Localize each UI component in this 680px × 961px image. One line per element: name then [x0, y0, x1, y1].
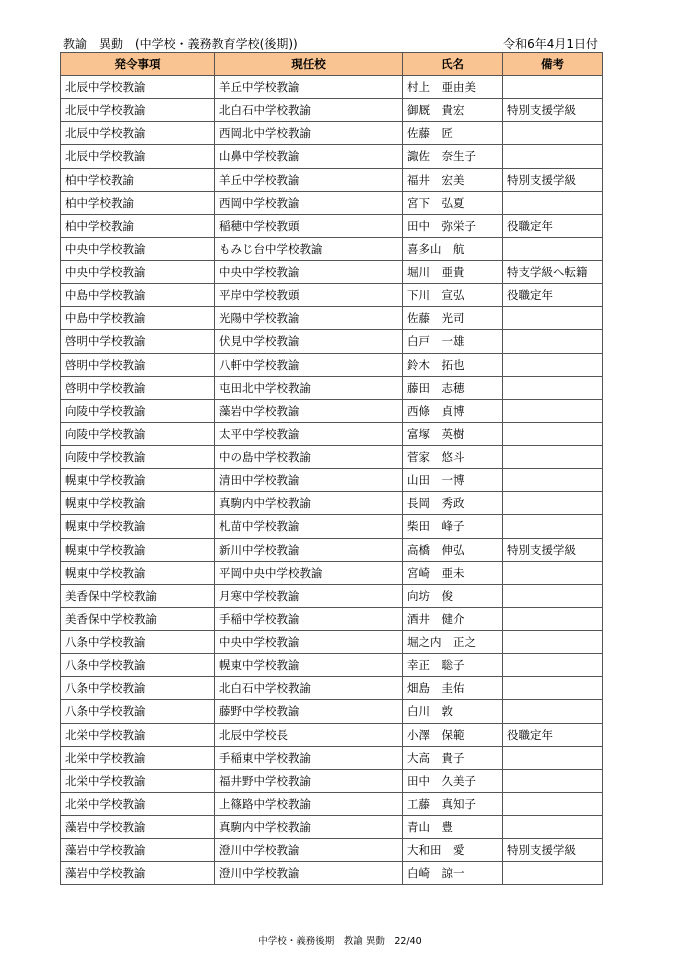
table-row [61, 99, 603, 122]
current-school-cell: 幌東中学校教諭 [215, 654, 403, 677]
appointment-cell: 中央中学校教諭 [61, 237, 215, 260]
current-school-cell: 札苗中学校教諭 [215, 515, 403, 538]
remarks-cell [503, 145, 603, 168]
appointment-cell: 中島中学校教諭 [61, 307, 215, 330]
name-cell: 御厩 貴宏 [403, 99, 503, 122]
current-school-cell: 平岸中学校教頭 [215, 284, 403, 307]
name-cell: 小澤 保範 [403, 723, 503, 746]
remarks-cell [503, 76, 603, 99]
current-school-cell: 中央中学校教諭 [215, 261, 403, 284]
remarks-cell [503, 746, 603, 769]
appointment-cell: 美香保中学校教諭 [61, 584, 215, 607]
current-school-cell: 澄川中学校教諭 [215, 839, 403, 862]
table-row [61, 538, 603, 561]
appointment-cell: 北栄中学校教諭 [61, 723, 215, 746]
name-cell: 宮下 弘夏 [403, 191, 503, 214]
table-row [61, 816, 603, 839]
table-row [61, 515, 603, 538]
current-school-cell: 北白石中学校教諭 [215, 677, 403, 700]
appointment-cell: 北辰中学校教諭 [61, 99, 215, 122]
current-school-cell: 北辰中学校長 [215, 723, 403, 746]
table-row [61, 492, 603, 515]
remarks-cell: 特別支援学級 [503, 99, 603, 122]
name-cell: 酒井 健介 [403, 607, 503, 630]
transfer-table [60, 52, 603, 885]
remarks-cell [503, 677, 603, 700]
table-row [61, 145, 603, 168]
remarks-cell [503, 654, 603, 677]
current-school-cell: 藤野中学校教諭 [215, 700, 403, 723]
current-school-cell: もみじ台中学校教諭 [215, 237, 403, 260]
appointment-cell: 八条中学校教諭 [61, 631, 215, 654]
name-cell: 諏佐 奈生子 [403, 145, 503, 168]
table-row [61, 677, 603, 700]
name-cell: 工藤 真知子 [403, 792, 503, 815]
table-row [61, 237, 603, 260]
remarks-cell [503, 399, 603, 422]
name-cell: 菅家 悠斗 [403, 446, 503, 469]
table-row [61, 700, 603, 723]
remarks-cell: 特別支援学級 [503, 839, 603, 862]
remarks-cell: 役職定年 [503, 284, 603, 307]
remarks-cell [503, 769, 603, 792]
remarks-cell [503, 561, 603, 584]
table-row [61, 654, 603, 677]
name-cell: 福井 宏美 [403, 168, 503, 191]
table-row [61, 330, 603, 353]
appointment-cell: 八条中学校教諭 [61, 700, 215, 723]
remarks-cell: 特別支援学級 [503, 538, 603, 561]
remarks-cell [503, 792, 603, 815]
remarks-cell [503, 469, 603, 492]
table-row [61, 607, 603, 630]
current-school-cell: 中の島中学校教諭 [215, 446, 403, 469]
current-school-cell: 羊丘中学校教諭 [215, 76, 403, 99]
name-cell: 富塚 英樹 [403, 422, 503, 445]
column-header-appointment: 発令事項 [61, 53, 215, 76]
remarks-cell [503, 515, 603, 538]
appointment-cell: 八条中学校教諭 [61, 654, 215, 677]
remarks-cell [503, 307, 603, 330]
remarks-cell [503, 862, 603, 885]
current-school-cell: 伏見中学校教諭 [215, 330, 403, 353]
table-row [61, 469, 603, 492]
table-row [61, 122, 603, 145]
table-row [61, 168, 603, 191]
table-row [61, 631, 603, 654]
current-school-cell: 稲穂中学校教頭 [215, 214, 403, 237]
name-cell: 高橋 伸弘 [403, 538, 503, 561]
name-cell: 宮崎 亜未 [403, 561, 503, 584]
appointment-cell: 中島中学校教諭 [61, 284, 215, 307]
name-cell: 堀之内 正之 [403, 631, 503, 654]
name-cell: 白崎 諒一 [403, 862, 503, 885]
name-cell: 青山 豊 [403, 816, 503, 839]
appointment-cell: 北辰中学校教諭 [61, 145, 215, 168]
table-row [61, 376, 603, 399]
name-cell: 大高 貴子 [403, 746, 503, 769]
name-cell: 山田 一博 [403, 469, 503, 492]
remarks-cell: 役職定年 [503, 723, 603, 746]
current-school-cell: 真駒内中学校教諭 [215, 492, 403, 515]
remarks-cell [503, 816, 603, 839]
table-row [61, 353, 603, 376]
current-school-cell: 中央中学校教諭 [215, 631, 403, 654]
table-row [61, 214, 603, 237]
appointment-cell: 幌東中学校教諭 [61, 538, 215, 561]
name-cell: 柴田 峰子 [403, 515, 503, 538]
column-header-name: 氏名 [403, 53, 503, 76]
appointment-cell: 幌東中学校教諭 [61, 492, 215, 515]
appointment-cell: 北栄中学校教諭 [61, 746, 215, 769]
table-row [61, 584, 603, 607]
current-school-cell: 福井野中学校教諭 [215, 769, 403, 792]
appointment-cell: 柏中学校教諭 [61, 191, 215, 214]
appointment-cell: 幌東中学校教諭 [61, 469, 215, 492]
remarks-cell [503, 376, 603, 399]
table-row [61, 792, 603, 815]
current-school-cell: 手稲中学校教諭 [215, 607, 403, 630]
appointment-cell: 柏中学校教諭 [61, 168, 215, 191]
appointment-cell: 啓明中学校教諭 [61, 330, 215, 353]
name-cell: 大和田 愛 [403, 839, 503, 862]
current-school-cell: 澄川中学校教諭 [215, 862, 403, 885]
current-school-cell: 北白石中学校教諭 [215, 99, 403, 122]
table-body [61, 76, 603, 885]
appointment-cell: 北栄中学校教諭 [61, 769, 215, 792]
appointment-cell: 北辰中学校教諭 [61, 122, 215, 145]
current-school-cell: 光陽中学校教諭 [215, 307, 403, 330]
name-cell: 佐藤 光司 [403, 307, 503, 330]
current-school-cell: 太平中学校教諭 [215, 422, 403, 445]
name-cell: 喜多山 航 [403, 237, 503, 260]
table-row [61, 723, 603, 746]
table-row [61, 422, 603, 445]
remarks-cell [503, 446, 603, 469]
remarks-cell [503, 700, 603, 723]
remarks-cell: 特支学級へ転籍 [503, 261, 603, 284]
current-school-cell: 月寒中学校教諭 [215, 584, 403, 607]
remarks-cell [503, 330, 603, 353]
name-cell: 白戸 一雄 [403, 330, 503, 353]
appointment-cell: 藻岩中学校教諭 [61, 862, 215, 885]
name-cell: 下川 宣弘 [403, 284, 503, 307]
table-row [61, 191, 603, 214]
table-row [61, 769, 603, 792]
current-school-cell: 手稲東中学校教諭 [215, 746, 403, 769]
table-row [61, 399, 603, 422]
table-row [61, 862, 603, 885]
current-school-cell: 新川中学校教諭 [215, 538, 403, 561]
name-cell: 藤田 志穂 [403, 376, 503, 399]
remarks-cell [503, 122, 603, 145]
appointment-cell: 向陵中学校教諭 [61, 422, 215, 445]
name-cell: 畑島 圭佑 [403, 677, 503, 700]
table-row [61, 307, 603, 330]
name-cell: 村上 亜由美 [403, 76, 503, 99]
appointment-cell: 北栄中学校教諭 [61, 792, 215, 815]
name-cell: 佐藤 匠 [403, 122, 503, 145]
remarks-cell [503, 584, 603, 607]
remarks-cell [503, 237, 603, 260]
document-title: 教諭 異動 (中学校・義務教育学校(後期)) [63, 37, 298, 51]
remarks-cell [503, 631, 603, 654]
appointment-cell: 柏中学校教諭 [61, 214, 215, 237]
current-school-cell: 西岡中学校教諭 [215, 191, 403, 214]
page-footer: 中学校・義務後期 教諭 異動 22/40 [258, 936, 422, 947]
current-school-cell: 八軒中学校教諭 [215, 353, 403, 376]
name-cell: 幸正 聡子 [403, 654, 503, 677]
current-school-cell: 藻岩中学校教諭 [215, 399, 403, 422]
table-row [61, 446, 603, 469]
table-row [61, 839, 603, 862]
current-school-cell: 羊丘中学校教諭 [215, 168, 403, 191]
remarks-cell [503, 607, 603, 630]
appointment-cell: 中央中学校教諭 [61, 261, 215, 284]
name-cell: 田中 久美子 [403, 769, 503, 792]
remarks-cell [503, 353, 603, 376]
table-row [61, 746, 603, 769]
appointment-cell: 啓明中学校教諭 [61, 376, 215, 399]
appointment-cell: 幌東中学校教諭 [61, 561, 215, 584]
current-school-cell: 西岡北中学校教諭 [215, 122, 403, 145]
column-header-current-school: 現任校 [215, 53, 403, 76]
appointment-cell: 向陵中学校教諭 [61, 399, 215, 422]
name-cell: 西條 貞博 [403, 399, 503, 422]
appointment-cell: 啓明中学校教諭 [61, 353, 215, 376]
table-header-row [61, 53, 603, 76]
name-cell: 田中 弥栄子 [403, 214, 503, 237]
appointment-cell: 八条中学校教諭 [61, 677, 215, 700]
remarks-cell [503, 422, 603, 445]
remarks-cell: 特別支援学級 [503, 168, 603, 191]
current-school-cell: 清田中学校教諭 [215, 469, 403, 492]
appointment-cell: 美香保中学校教諭 [61, 607, 215, 630]
table-row [61, 284, 603, 307]
table-row [61, 76, 603, 99]
table-row [61, 561, 603, 584]
current-school-cell: 真駒内中学校教諭 [215, 816, 403, 839]
name-cell: 鈴木 拓也 [403, 353, 503, 376]
name-cell: 長岡 秀政 [403, 492, 503, 515]
name-cell: 堀川 亜貴 [403, 261, 503, 284]
appointment-cell: 幌東中学校教諭 [61, 515, 215, 538]
current-school-cell: 平岡中央中学校教諭 [215, 561, 403, 584]
table-row [61, 261, 603, 284]
name-cell: 向坊 俊 [403, 584, 503, 607]
appointment-cell: 藻岩中学校教諭 [61, 839, 215, 862]
current-school-cell: 山鼻中学校教諭 [215, 145, 403, 168]
appointment-cell: 北辰中学校教諭 [61, 76, 215, 99]
column-header-remarks: 備考 [503, 53, 603, 76]
effective-date: 令和6年4月1日付 [503, 37, 598, 51]
remarks-cell: 役職定年 [503, 214, 603, 237]
appointment-cell: 藻岩中学校教諭 [61, 816, 215, 839]
current-school-cell: 上篠路中学校教諭 [215, 792, 403, 815]
name-cell: 白川 敦 [403, 700, 503, 723]
current-school-cell: 屯田北中学校教諭 [215, 376, 403, 399]
remarks-cell [503, 492, 603, 515]
remarks-cell [503, 191, 603, 214]
appointment-cell: 向陵中学校教諭 [61, 446, 215, 469]
